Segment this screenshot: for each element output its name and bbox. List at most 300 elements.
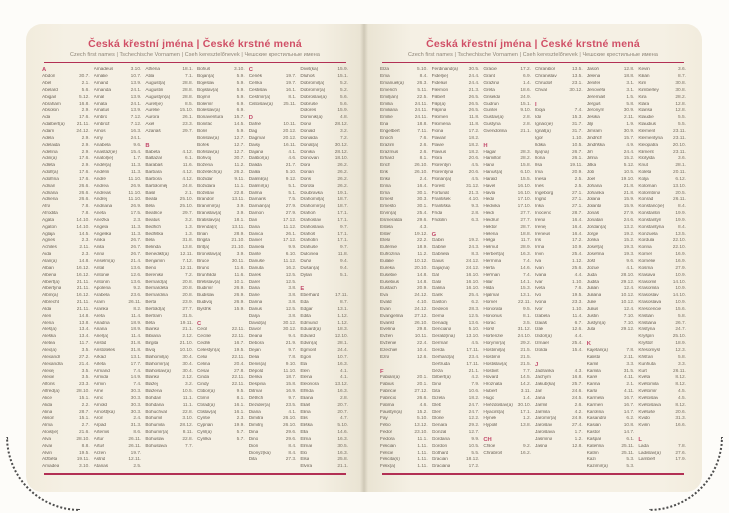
nameday-date: 19.9.	[675, 217, 686, 223]
name-label: Darie	[248, 293, 260, 299]
name-label: Jarmil	[535, 402, 548, 408]
nameday-date: 8.4.	[288, 450, 297, 456]
nameday-date: 24.5.	[572, 395, 583, 401]
name-label: Kasián	[586, 423, 601, 429]
name-label: Julián	[586, 286, 599, 292]
name-label: Basil	[145, 190, 156, 196]
name-entry	[197, 389, 245, 396]
nameday-date: 7.7.	[523, 368, 532, 374]
name-entry	[380, 238, 428, 245]
name-entry	[249, 293, 297, 300]
name-entry	[249, 341, 297, 348]
names-grid	[42, 67, 348, 470]
name-entry	[587, 464, 635, 470]
name-label: Bratislav(a)	[197, 217, 221, 223]
nameday-date: 10.9.	[675, 272, 686, 278]
nameday-date: 25.7.	[572, 382, 583, 388]
name-entry	[145, 273, 193, 280]
name-label: Agáta	[42, 217, 55, 223]
nameday-date: 24.9.	[572, 416, 583, 422]
name-label: Jindřiška	[586, 142, 605, 148]
nameday-date: 20.7.	[337, 402, 348, 408]
nameday-date: 4.3.	[419, 224, 428, 230]
name-label: Dobroslav(a)	[300, 94, 327, 100]
name-label: Karmen	[586, 402, 603, 408]
name-entry	[42, 410, 90, 417]
name-entry	[483, 396, 531, 403]
nameday-date: 17.6.	[79, 115, 90, 121]
nameday-date: 27.2.	[79, 354, 90, 360]
name-entry	[535, 81, 583, 88]
nameday-date: 19.3.	[623, 252, 635, 258]
nameday-date: 17.12.	[283, 238, 297, 244]
name-entry	[42, 403, 90, 410]
nameday-date: 2.3.	[236, 416, 245, 422]
name-label: Alexandr	[42, 354, 61, 360]
name-entry	[145, 334, 193, 341]
spacer	[587, 334, 635, 341]
name-entry	[638, 266, 686, 273]
name-entry	[638, 314, 686, 321]
name-label: Adriána	[42, 190, 58, 196]
name-entry	[197, 184, 245, 191]
name-label: Klára	[638, 101, 650, 107]
name-entry	[483, 191, 531, 198]
nameday-date: 3.6.	[678, 67, 686, 73]
name-label: Hanuš(a)	[483, 170, 503, 176]
name-entry	[380, 382, 428, 389]
name-label: Augustýn(a)	[145, 94, 171, 100]
name-label: Birgita	[145, 341, 159, 347]
name-entry	[535, 382, 583, 389]
name-entry	[145, 423, 193, 430]
name-entry	[197, 245, 245, 252]
name-entry	[145, 300, 193, 307]
nameday-date: 15.3.	[520, 286, 532, 292]
name-entry	[587, 382, 635, 389]
nameday-date: 2.3.	[81, 252, 90, 258]
name-label: Alexandra	[42, 361, 63, 367]
nameday-date: 11.2.	[234, 163, 245, 169]
name-entry	[300, 327, 348, 334]
name-label: Bořislav(a)	[197, 149, 219, 155]
nameday-date: 5.6.	[81, 87, 90, 93]
name-label: Agnes	[42, 238, 56, 244]
name-entry	[249, 259, 297, 266]
name-label: Damaris	[248, 197, 266, 203]
nameday-date: 5.6.	[340, 101, 348, 107]
name-label: Květoslav	[638, 395, 659, 401]
name-label: Křesomysl	[638, 347, 660, 353]
name-entry	[638, 355, 686, 362]
name-entry	[380, 375, 428, 382]
name-entry	[300, 437, 348, 444]
name-entry	[42, 150, 90, 157]
name-label: Emerich	[380, 87, 397, 93]
name-label: Dobruše	[300, 101, 318, 107]
name-entry	[42, 95, 90, 102]
nameday-date: 24.4.	[623, 149, 635, 155]
name-entry	[432, 67, 480, 74]
name-label: Andriana	[93, 204, 113, 210]
nameday-date: 27.4.	[572, 423, 583, 429]
nameday-date: 16.7.	[234, 341, 245, 347]
nameday-date: 26.6.	[79, 183, 90, 189]
nameday-date: 23.11.	[673, 135, 686, 141]
nameday-date: 24.12.	[414, 306, 428, 312]
nameday-date: 10.10.	[179, 347, 194, 353]
name-label: Konstantýna	[638, 224, 664, 230]
nameday-date: 9.6.	[133, 142, 142, 148]
nameday-date: 12.4.	[623, 306, 635, 312]
name-label: Jasmína	[535, 436, 553, 442]
nameday-date: 9.7.	[340, 245, 348, 251]
name-entry	[42, 122, 90, 129]
nameday-date: 10.1.	[234, 279, 245, 285]
name-label: Felicián	[380, 443, 396, 449]
name-entry	[587, 225, 635, 232]
name-label: Jiřina	[586, 156, 598, 162]
nameday-date: 16.9.	[285, 389, 297, 395]
nameday-date: 24.12.	[414, 293, 428, 299]
nameday-date: 30.8.	[675, 81, 686, 87]
nameday-date: 3.8.	[288, 300, 297, 306]
nameday-date: 10.7.	[337, 354, 348, 360]
name-entry	[380, 334, 428, 341]
nameday-date: 26.3.	[417, 81, 428, 87]
name-label: Dita	[248, 457, 257, 463]
name-entry	[300, 389, 348, 396]
nameday-date: 3.3.	[678, 361, 686, 367]
name-entry	[42, 280, 90, 287]
name-entry	[535, 266, 583, 273]
nameday-date: 8.11.	[182, 430, 194, 436]
name-entry	[483, 88, 531, 95]
nameday-date: 7.8.	[81, 211, 90, 217]
nameday-date: 3.2.	[185, 382, 194, 388]
nameday-date: 5.6.	[340, 94, 348, 100]
name-entry	[587, 184, 635, 191]
name-label: Blahoslav(a)	[145, 368, 171, 374]
nameday-date: 17.5.	[130, 211, 142, 217]
name-entry	[94, 369, 142, 376]
name-label: Eulálie	[380, 259, 394, 265]
name-entry	[483, 225, 531, 232]
name-entry	[483, 67, 531, 74]
name-label: Ambrož	[93, 122, 110, 128]
nameday-date: 13.8.	[182, 245, 194, 251]
name-label: Izák	[535, 327, 544, 333]
name-label: Kosma	[638, 265, 653, 271]
nameday-date: 10.4.	[417, 347, 428, 353]
nameday-date: 9.4.	[288, 334, 297, 340]
name-label: Dimitrij	[248, 423, 263, 429]
nameday-date: 22.5.	[417, 94, 428, 100]
name-entry	[249, 437, 297, 444]
name-column	[42, 67, 90, 470]
title-rule	[44, 62, 346, 63]
name-label: Angela	[93, 224, 109, 230]
nameday-date: 29.2.	[520, 341, 532, 347]
name-entry	[249, 362, 297, 369]
nameday-date: 21.1.	[468, 368, 480, 374]
name-label: Adrian	[42, 183, 56, 189]
name-entry	[483, 81, 531, 88]
name-label: Květoslava	[638, 402, 661, 408]
name-entry	[483, 423, 531, 430]
name-label: Flóra	[431, 156, 443, 162]
nameday-date: 22.11.	[518, 300, 532, 306]
nameday-date: 22.8.	[182, 409, 194, 415]
name-label: Albertýna	[42, 286, 62, 292]
name-label: Beatus	[145, 217, 160, 223]
name-label: Hroznata	[483, 382, 503, 388]
name-label: Gothard	[431, 450, 449, 456]
name-entry	[94, 197, 142, 204]
name-label: Evžen	[380, 334, 393, 340]
name-label: Bonaventura	[197, 115, 224, 121]
name-entry	[587, 191, 635, 198]
name-entry	[380, 273, 428, 280]
name-entry	[197, 136, 245, 143]
name-label: Duňa	[300, 259, 312, 265]
nameday-date: 8.4.	[288, 443, 297, 449]
nameday-date: 14.5.	[520, 375, 532, 381]
nameday-date: 4.10.	[417, 300, 428, 306]
nameday-date: 3.5.	[81, 368, 90, 374]
name-entry	[535, 204, 583, 211]
name-entry	[638, 88, 686, 95]
name-label: Afra	[42, 204, 51, 210]
name-entry	[300, 423, 348, 430]
name-entry	[249, 457, 297, 464]
name-label: Jindřich	[586, 135, 603, 141]
name-entry	[432, 327, 480, 334]
name-label: Havel	[483, 183, 496, 189]
name-label: Jonáš	[586, 211, 599, 217]
name-entry	[300, 403, 348, 410]
name-entry	[42, 375, 90, 382]
name-entry	[197, 74, 245, 81]
name-entry	[42, 232, 90, 239]
nameday-date: 26.10.	[283, 423, 297, 429]
name-label: Kordula	[638, 238, 655, 244]
nameday-date: 18.7.	[337, 197, 348, 203]
name-label: Klarisa	[638, 108, 653, 114]
nameday-date: 21.7.	[285, 163, 297, 169]
name-label: Izmael	[535, 341, 549, 347]
nameday-date: 20.12.	[283, 135, 297, 141]
nameday-date: 1.4.	[523, 395, 532, 401]
name-label: Adolfína	[42, 176, 59, 182]
name-entry	[94, 225, 142, 232]
section-letter: Č	[248, 67, 253, 74]
name-label: Děpold	[248, 368, 264, 374]
nameday-date: 26.10.	[283, 416, 297, 422]
name-entry	[94, 403, 142, 410]
nameday-date: 18.2.	[468, 149, 480, 155]
name-label: Bernard(a)	[145, 279, 168, 285]
name-label: Hilda	[483, 286, 494, 292]
nameday-date: 17.2.	[572, 238, 583, 244]
name-label: Enoch	[380, 135, 394, 141]
name-label: Aleška	[42, 334, 56, 340]
name-label: Brandon	[197, 197, 215, 203]
name-label: Homér	[483, 300, 498, 306]
name-entry	[300, 143, 348, 150]
name-label: Fay	[380, 416, 388, 422]
name-label: Chranislav	[535, 74, 557, 80]
nameday-date: 7.5.	[288, 197, 297, 203]
nameday-date: 10.12.	[621, 300, 635, 306]
name-entry	[42, 136, 90, 143]
name-label: Bruce	[197, 259, 210, 265]
nameday-date: 12.7.	[468, 430, 480, 436]
name-label: Ernesto	[380, 204, 396, 210]
name-entry	[94, 266, 142, 273]
name-label: Derika	[248, 375, 262, 381]
nameday-date: 28.7.	[520, 224, 532, 230]
nameday-date: 30.3.	[130, 409, 142, 415]
name-entry	[638, 375, 686, 382]
name-entry	[535, 225, 583, 232]
name-label: Dorián	[300, 170, 314, 176]
nameday-date: 2.1.	[626, 382, 635, 388]
name-label: Kristián	[638, 313, 654, 319]
nameday-date: 17.7.	[130, 361, 142, 367]
nameday-date: 4.5.	[471, 176, 480, 182]
nameday-date: 31.7.	[572, 122, 583, 128]
name-entry	[483, 355, 531, 362]
name-entry	[42, 74, 90, 81]
name-label: Bonifác	[197, 122, 213, 128]
nameday-date: 27.9.	[285, 211, 297, 217]
name-entry	[197, 163, 245, 170]
nameday-date: 2.12.	[182, 334, 194, 340]
name-label: Filip(a)	[431, 101, 446, 107]
name-label: Bohumila	[145, 423, 165, 429]
nameday-date: 6.9.	[523, 74, 532, 80]
page-title: Česká křestní jména | České krstné mená	[88, 38, 302, 50]
name-entry	[380, 81, 428, 88]
name-entry	[483, 170, 531, 177]
name-label: Filipína	[431, 108, 447, 114]
name-label: Davor	[248, 327, 261, 333]
name-entry	[249, 266, 297, 273]
name-entry	[432, 218, 480, 225]
name-label: Františka	[431, 204, 451, 210]
nameday-date: 1.7.	[133, 156, 142, 162]
name-entry	[587, 238, 635, 245]
name-label: Atanas	[93, 464, 109, 470]
name-entry	[535, 232, 583, 239]
name-entry	[483, 74, 531, 81]
name-label: Chval	[535, 87, 547, 93]
nameday-date: 26.10.	[414, 320, 428, 326]
name-entry	[145, 416, 193, 423]
name-label: Danuta	[248, 265, 264, 271]
nameday-date: 2.9.	[81, 163, 90, 169]
nameday-date: 28.8.	[182, 87, 194, 93]
name-label: Jelena	[586, 74, 601, 80]
nameday-date: 12.6.	[417, 354, 428, 360]
name-entry	[145, 382, 193, 389]
name-label: Dejan	[248, 347, 261, 353]
name-entry	[249, 81, 297, 88]
name-label: Armin	[93, 382, 106, 388]
nameday-date: 31.7.	[572, 128, 583, 134]
name-label: Dulcinea	[300, 252, 319, 258]
nameday-date: 1.12.	[337, 313, 348, 319]
nameday-date: 5.7.	[236, 430, 245, 436]
nameday-date: 19.12.	[414, 231, 428, 237]
nameday-date: 16.4.	[572, 217, 583, 223]
nameday-date: 18.7.	[337, 204, 348, 210]
name-entry	[300, 129, 348, 136]
name-column	[432, 67, 480, 470]
name-label: Dora	[300, 163, 311, 169]
name-entry	[249, 95, 297, 102]
nameday-date: 1.3.	[185, 231, 194, 237]
nameday-date: 14.9.	[130, 375, 142, 381]
name-label: Andreas	[93, 190, 111, 196]
name-label: Izabela	[535, 313, 550, 319]
name-label: Aneta	[93, 211, 106, 217]
nameday-date: 15.3.	[572, 115, 583, 121]
name-entry	[535, 327, 583, 334]
name-label: Apolena	[93, 286, 111, 292]
name-label: Joel	[586, 176, 596, 182]
name-entry	[638, 143, 686, 150]
name-entry	[197, 430, 245, 437]
name-entry	[249, 327, 297, 334]
nameday-date: 5.9.	[236, 94, 245, 100]
name-entry	[535, 129, 583, 136]
name-entry	[483, 252, 531, 259]
name-label: Lambert	[638, 457, 656, 463]
nameday-date: 25.11.	[283, 101, 297, 107]
name-label: Fidelius	[431, 81, 448, 87]
nameday-date: 12.2.	[468, 416, 480, 422]
name-label: Inesa	[535, 176, 547, 182]
nameday-date: 16.2.	[520, 450, 532, 456]
name-entry	[249, 375, 297, 382]
nameday-date: 1.11.	[417, 457, 428, 463]
nameday-date: 24.6.	[623, 217, 635, 223]
name-label: Edvard	[300, 334, 315, 340]
nameday-date: 17.2.	[468, 464, 480, 470]
nameday-date: 11.10.	[128, 176, 142, 182]
name-entry	[300, 245, 348, 252]
name-entry	[432, 211, 480, 218]
name-label: Brit(a)	[197, 245, 210, 251]
name-entry	[380, 280, 428, 287]
name-label: Klaudie	[638, 115, 654, 121]
name-label: Justýn(a)	[586, 320, 606, 326]
name-entry	[197, 122, 245, 129]
name-label: Irma	[535, 245, 545, 251]
name-entry	[483, 232, 531, 239]
nameday-date: 15.7.	[234, 115, 245, 121]
name-label: Donalda	[300, 135, 318, 141]
name-entry	[197, 102, 245, 109]
name-label: Branislav(a)	[197, 211, 222, 217]
name-label: Justin	[586, 313, 599, 319]
name-entry	[197, 382, 245, 389]
nameday-date: 7.2.	[340, 135, 348, 141]
name-label: Kolombína	[638, 190, 661, 196]
nameday-date: 15.9.	[623, 204, 635, 210]
